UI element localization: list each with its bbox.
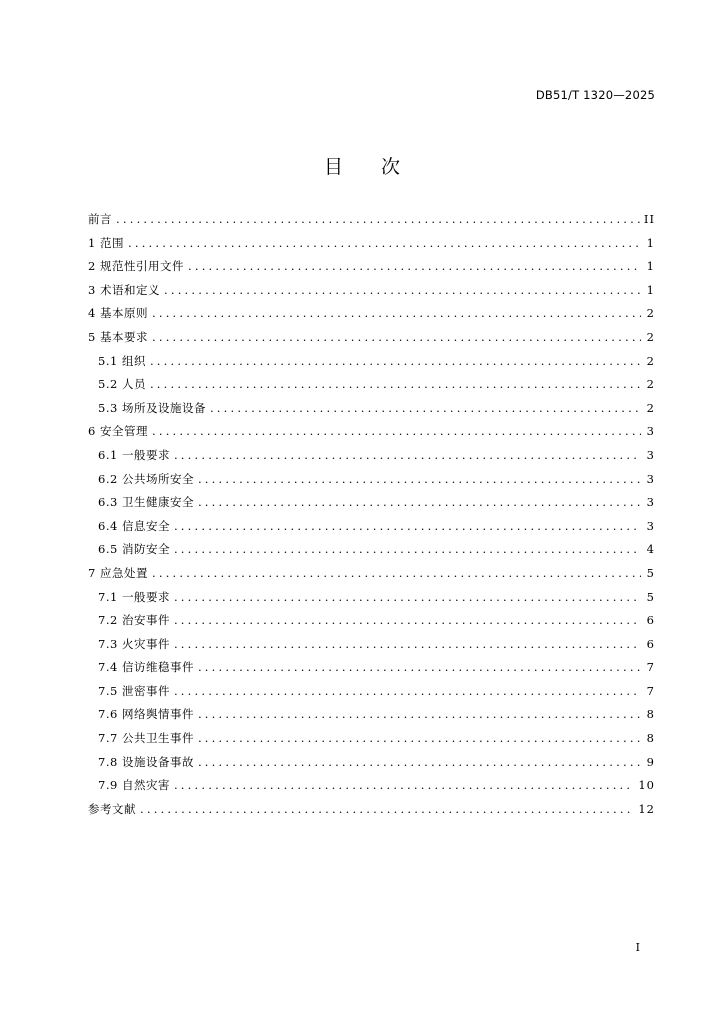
toc-entry[interactable] — [88, 518, 655, 542]
page-title: 目次 — [323, 156, 438, 178]
toc-dot-leader — [174, 590, 641, 604]
toc-dot-leader — [188, 259, 641, 273]
toc-entry-page: 7 — [646, 683, 655, 698]
toc-entry[interactable] — [88, 494, 655, 518]
toc-entry[interactable] — [88, 565, 655, 589]
toc-dot-leader — [198, 707, 641, 721]
toc-entry-label: 7.6 网络舆情事件 — [98, 707, 194, 722]
toc-entry-label: 5.2 人员 — [98, 377, 146, 392]
toc-entry-label: 6.3 卫生健康安全 — [98, 495, 194, 510]
toc-entry-page: 3 — [646, 471, 655, 486]
toc-entry-page: 10 — [638, 778, 655, 793]
toc-entry-page: 8 — [646, 731, 655, 746]
toc-entry-page: 3 — [646, 495, 655, 510]
toc-entry-label: 4 基本原则 — [88, 306, 148, 321]
toc-entry-page: 2 — [646, 306, 655, 321]
toc-entry-label: 5 基本要求 — [88, 329, 148, 344]
toc-entry-page: 6 — [646, 636, 655, 651]
toc-dot-leader — [150, 354, 641, 368]
toc-entry-label: 6.5 消防安全 — [98, 542, 170, 557]
toc-entry-label: 7 应急处置 — [88, 565, 148, 580]
toc-entry-label: 6.2 公共场所安全 — [98, 471, 194, 486]
toc-entry-label: 6.4 信息安全 — [98, 518, 170, 533]
toc-entry[interactable] — [88, 636, 655, 660]
toc-entry[interactable] — [88, 282, 655, 306]
toc-entry-page: 2 — [646, 377, 655, 392]
toc-dot-leader — [152, 306, 641, 320]
toc-entry[interactable] — [88, 400, 655, 424]
toc-entry-label: 7.9 自然灾害 — [98, 778, 170, 793]
toc-entry[interactable] — [88, 541, 655, 565]
toc-entry-label: 2 规范性引用文件 — [88, 259, 184, 274]
toc-entry[interactable] — [88, 329, 655, 353]
toc-entry-page: II — [643, 212, 655, 226]
toc-dot-leader — [152, 424, 641, 438]
toc-entry[interactable] — [88, 235, 655, 259]
toc-dot-leader — [140, 802, 634, 816]
document-code: DB51/T 1320—2025 — [535, 88, 655, 102]
toc-entry[interactable] — [88, 659, 655, 683]
toc-entry-label: 6.1 一般要求 — [98, 447, 170, 462]
toc-dot-leader — [174, 637, 641, 651]
toc-entry[interactable] — [88, 730, 655, 754]
toc-entry[interactable] — [88, 777, 655, 801]
toc-entry-page: 9 — [646, 754, 655, 769]
toc-entry[interactable] — [88, 305, 655, 329]
toc-entry-label: 3 术语和定义 — [88, 282, 160, 297]
toc-dot-leader — [152, 330, 641, 344]
toc-entry-label: 参考文献 — [88, 801, 136, 816]
toc-entry-label: 5.1 组织 — [98, 353, 146, 368]
toc-entry-page: 3 — [646, 424, 655, 439]
toc-entry[interactable] — [88, 376, 655, 400]
toc-entry[interactable] — [88, 612, 655, 636]
toc-entry-page: 2 — [646, 329, 655, 344]
toc-dot-leader — [198, 472, 641, 486]
toc-entry-label: 7.7 公共卫生事件 — [98, 731, 194, 746]
toc-entry-label: 7.1 一般要求 — [98, 589, 170, 604]
toc-entry[interactable] — [88, 471, 655, 495]
toc-entry-page: 12 — [638, 801, 655, 816]
toc-entry-label: 7.8 设施设备事故 — [98, 754, 194, 769]
toc-dot-leader — [174, 448, 641, 462]
toc-dot-leader — [174, 519, 641, 533]
toc-entry-label: 1 范围 — [88, 235, 124, 250]
toc-entry-page: 6 — [646, 613, 655, 628]
toc-entry-page: 3 — [646, 518, 655, 533]
toc-dot-leader — [174, 684, 641, 698]
toc-dot-leader — [152, 566, 641, 580]
toc-entry[interactable] — [88, 423, 655, 447]
toc-entry[interactable] — [88, 211, 655, 235]
toc-dot-leader — [198, 495, 641, 509]
toc-dot-leader — [128, 236, 641, 250]
toc-dot-leader — [174, 613, 641, 627]
toc-entry-page: 2 — [646, 353, 655, 368]
toc-entry-page: 1 — [646, 282, 655, 297]
toc-entry-page: 7 — [646, 660, 655, 675]
toc-entry[interactable] — [88, 447, 655, 471]
toc-entry-page: 5 — [646, 589, 655, 604]
toc-entry-page: 8 — [646, 707, 655, 722]
toc-entry-page: 1 — [646, 259, 655, 274]
toc-entry-label: 7.5 泄密事件 — [98, 683, 170, 698]
toc-entry-page: 1 — [646, 235, 655, 250]
toc-entry-page: 4 — [646, 542, 655, 557]
toc-entry[interactable] — [88, 683, 655, 707]
toc-entry-label: 5.3 场所及设施设备 — [98, 400, 206, 415]
toc-dot-leader — [116, 212, 640, 226]
toc-dot-leader — [150, 377, 641, 391]
toc-dot-leader — [198, 660, 641, 674]
toc-dot-leader — [174, 778, 634, 792]
toc-entry-page: 3 — [646, 447, 655, 462]
toc-entry-page: 5 — [646, 565, 655, 580]
toc-dot-leader — [198, 755, 641, 769]
toc-entry-label: 前言 — [88, 212, 112, 226]
toc-dot-leader — [210, 401, 641, 415]
toc-entry[interactable] — [88, 258, 655, 282]
toc-entry[interactable] — [88, 353, 655, 377]
toc-dot-leader — [174, 542, 641, 556]
toc-entry[interactable] — [88, 754, 655, 778]
toc-entry-label: 7.4 信访维稳事件 — [98, 660, 194, 675]
toc-entry[interactable] — [88, 706, 655, 730]
toc-dot-leader — [198, 731, 641, 745]
toc-entry-page: 2 — [646, 400, 655, 415]
toc-entry[interactable] — [88, 801, 655, 825]
table-of-contents — [88, 211, 655, 824]
toc-dot-leader — [164, 283, 641, 297]
toc-entry-label: 7.2 治安事件 — [98, 613, 170, 628]
toc-entry-label: 7.3 火灾事件 — [98, 636, 170, 651]
toc-entry[interactable] — [88, 589, 655, 613]
page-number: I — [635, 941, 640, 954]
toc-entry-label: 6 安全管理 — [88, 424, 148, 439]
